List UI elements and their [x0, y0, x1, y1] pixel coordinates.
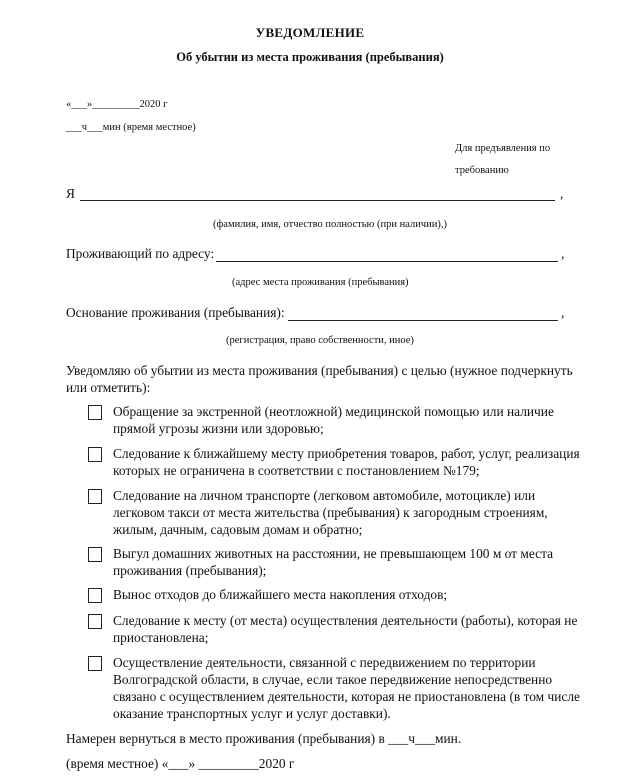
name-hint: (фамилия, имя, отчество полностью (при наличии),) — [212, 219, 447, 230]
date-line: «___»_________2020 г — [66, 99, 168, 110]
intro-paragraph — [66, 362, 573, 396]
option-checkbox[interactable] — [88, 489, 102, 504]
return-date-line: (время местное) «___» _________2020 г — [66, 756, 295, 771]
option-text: Обращение за экстренной (неотложной) медицинской помощью или наличие — [113, 404, 554, 419]
address-field-line[interactable] — [216, 261, 558, 262]
option-checkbox[interactable] — [88, 588, 102, 603]
presentation-note-line-2: требованию — [455, 165, 509, 176]
time-line: ___ч___мин (время местное) — [66, 122, 196, 133]
intro-line: Уведомляю об убытии из места проживания (пребывания) с целью (нужное подчеркнуть — [66, 363, 573, 378]
option-text: которых не ограничена в соответствии с постановлением №179; — [113, 463, 480, 478]
option-checkbox[interactable] — [88, 447, 102, 462]
option-text: связано с осуществлением деятельности, которая не приостановлена (в том числе — [113, 689, 580, 704]
option-text: Волгоградской области, в случае, если такое передвижение непосредственно — [113, 672, 553, 687]
option-text: Осуществление деятельности, связанной с передвижением по территории — [113, 655, 536, 670]
document-subtitle: Об убытии из места проживания (пребывания) — [176, 50, 444, 64]
option-text: Выгул домашних животных на расстоянии, не превышающем 100 м от места — [113, 546, 554, 561]
option-text: прямой угрозы жизни или здоровью; — [113, 421, 324, 436]
option-checkbox[interactable] — [88, 405, 102, 420]
option-text: Следование на личном транспорте (легковом автомобиле, мотоцикле) или — [113, 488, 536, 503]
option-checkbox[interactable] — [88, 656, 102, 671]
option-checkbox[interactable] — [88, 547, 102, 562]
option-text: легковом такси от места жительства (пребывания) к загородным строениям, — [113, 505, 548, 520]
intro-line: или отметить): — [66, 380, 151, 395]
option-text: проживания (пребывания); — [113, 563, 267, 578]
option-text: Следование к ближайшему месту приобретения товаров, работ, услуг, реализация — [113, 446, 580, 461]
i-label: Я — [66, 186, 75, 201]
basis-field-line[interactable] — [288, 320, 558, 321]
presentation-note-line-1: Для предъявления по — [455, 143, 551, 154]
basis-field-comma: , — [561, 305, 565, 320]
option-checkbox[interactable] — [88, 614, 102, 629]
option-text: жилым, дачным, садовым домам и обратно; — [113, 522, 363, 537]
address-label: Проживающий по адресу: — [66, 246, 215, 261]
option-text: Вынос отходов до ближайшего места накопления отходов; — [113, 587, 448, 602]
option-text: оказание транспортных услуг и услуг доставки). — [113, 706, 391, 721]
name-field-line[interactable] — [80, 200, 555, 201]
name-field-comma: , — [560, 186, 564, 201]
return-line: Намерен вернуться в место проживания (пребывания) в ___ч___мин. — [66, 731, 462, 746]
basis-hint: (регистрация, право собственности, иное) — [226, 335, 414, 346]
document-title: УВЕДОМЛЕНИЕ — [255, 25, 365, 40]
basis-label: Основание проживания (пребывания): — [66, 305, 285, 320]
option-text: Следование к месту (от места) осуществления деятельности (работы), которая не — [113, 613, 578, 628]
address-hint: (адрес места проживания (пребывания) — [232, 277, 409, 288]
option-text: приостановлена; — [113, 630, 209, 645]
address-field-comma: , — [561, 246, 565, 261]
